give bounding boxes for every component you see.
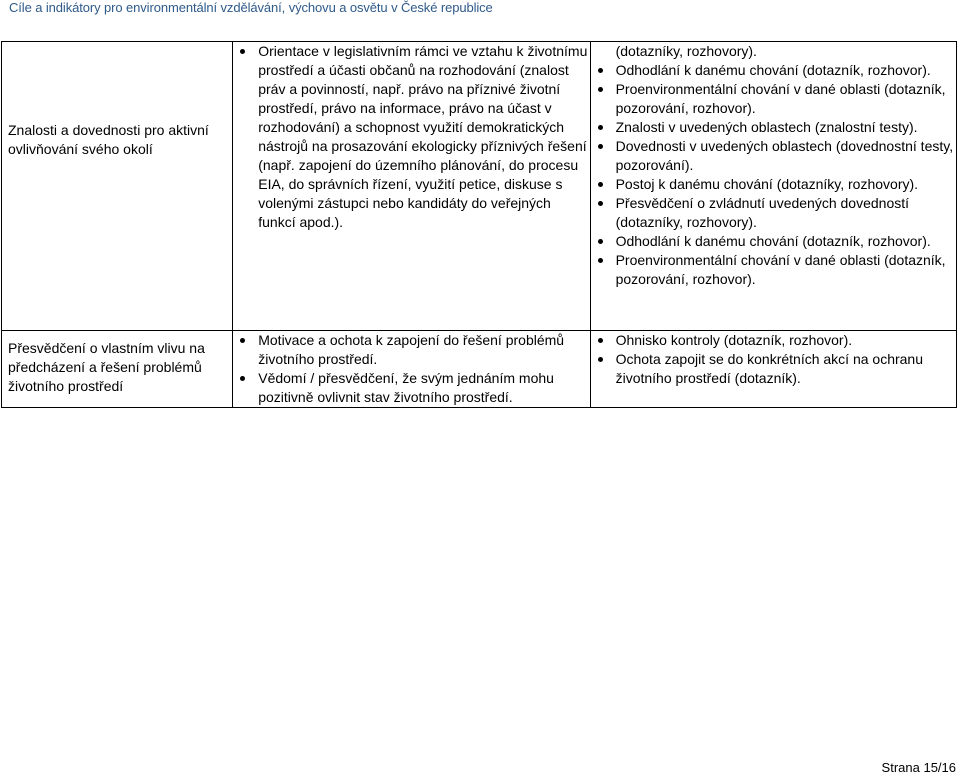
- list-item: Postoj k danému chování (dotazníky, rozhovory).: [591, 175, 956, 194]
- list-item: Odhodlání k danému chování (dotazník, rozhovor).: [591, 232, 956, 251]
- list-item: Ochota zapojit se do konkrétních akcí na ochranu životního prostředí (dotazník).: [591, 350, 956, 388]
- objectives-cell: [233, 42, 590, 331]
- list-item: Motivace a ochota k zapojení do řešení problémů životního prostředí.: [233, 331, 589, 369]
- table-row: [2, 42, 957, 331]
- list-item: Orientace v legislativním rámci ve vztahu k životnímu prostředí a účasti občanů na rozhodování (znalost práv a povinností, např. právo na příznivé životní prostředí, právo na informace, právo na účast v rozhodování) a schopnost využití demokratických nástrojů na prosazování ekologicky příznivých řešení (např. zapojení do územního plánování, do procesu EIA, do správních řízení, využití petice, diskuse s volenými zástupci nebo kandidáty do veřejných funkcí apod.).: [233, 42, 589, 232]
- goal-cell: [2, 331, 233, 408]
- goal-text: Znalosti a dovednosti pro aktivní ovlivňování svého okolí: [8, 122, 209, 157]
- page-number: Strana 15/16: [881, 760, 956, 775]
- indicators-cell: [590, 331, 956, 408]
- objectives-cell: [233, 331, 590, 408]
- goal-cell: [2, 42, 233, 331]
- list-item: Přesvědčení o zvládnutí uvedených dovedností (dotazníky, rozhovory).: [591, 194, 956, 232]
- list-item: Znalosti v uvedených oblastech (znalostní testy).: [591, 118, 956, 137]
- indicators-cell: [590, 42, 956, 331]
- list-item: Dovednosti v uvedených oblastech (dovednostní testy, pozorování).: [591, 137, 956, 175]
- list-item: Ohnisko kontroly (dotazník, rozhovor).: [591, 331, 956, 350]
- objectives-list: [233, 42, 589, 232]
- document-header: Cíle a indikátory pro environmentální vzdělávání, výchovu a osvětu v České republice: [9, 0, 493, 15]
- goal-text: Přesvědčení o vlastním vlivu na předcházení a řešení problémů životního prostředí: [8, 340, 205, 394]
- objectives-list: [233, 331, 589, 407]
- list-item-continued: (dotazníky, rozhovory).: [615, 43, 757, 59]
- list-item: Vědomí / přesvědčení, že svým jednáním mohu pozitivně ovlivnit stav životního prostředí.: [233, 369, 589, 407]
- indicators-list: [591, 42, 956, 289]
- list-item: Proenvironmentální chování v dané oblasti (dotazník, pozorování, rozhovor).: [591, 80, 956, 118]
- indicators-list: [591, 331, 956, 388]
- list-item: Odhodlání k danému chování (dotazník, rozhovor).: [591, 61, 956, 80]
- list-item: Proenvironmentální chování v dané oblasti (dotazník, pozorování, rozhovor).: [591, 251, 956, 289]
- goals-table: [1, 41, 957, 408]
- table-row: [2, 331, 957, 408]
